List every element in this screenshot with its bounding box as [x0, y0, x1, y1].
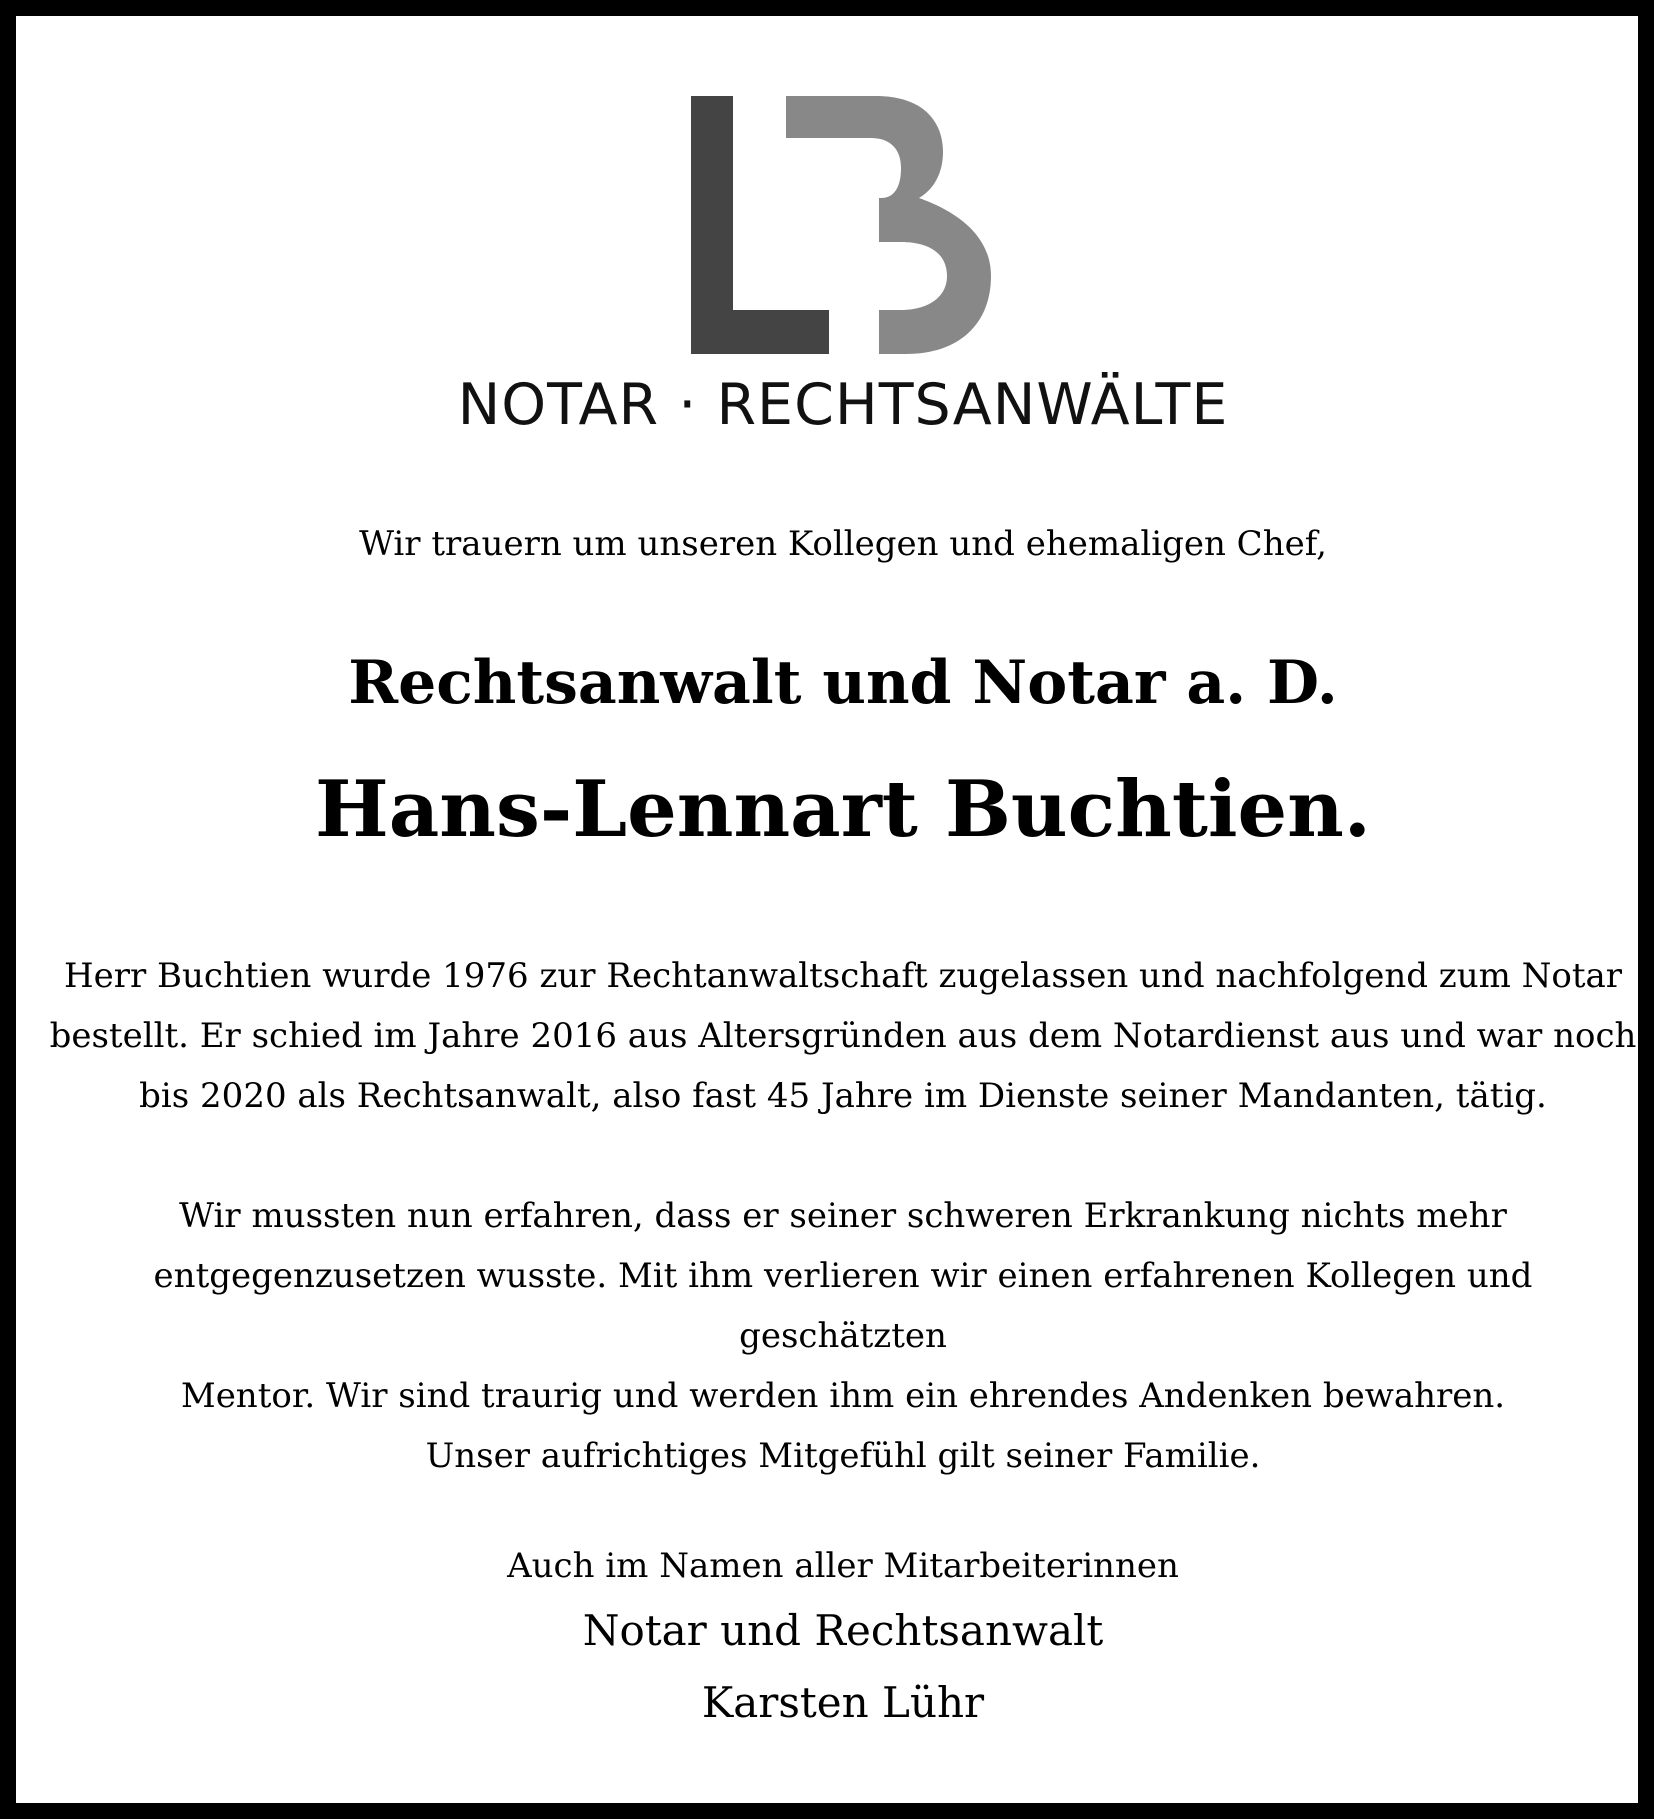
intro-text: Wir trauern um unseren Kollegen und ehemaligen Chef, — [359, 524, 1327, 564]
signer-name: Karsten Lühr — [701, 1678, 985, 1727]
lb-logo — [691, 96, 991, 354]
firm-name: NOTAR · RECHTSANWÄLTE — [457, 372, 1229, 438]
signer-title: Notar und Rechtsanwalt — [582, 1606, 1104, 1655]
paragraph-condolence — [46, 1186, 1640, 1426]
paragraph-line: Herr Buchtien wurde 1976 zur Rechtanwaltschaft zugelassen und nachfolgend zum Notar — [63, 956, 1623, 996]
paragraph-career — [46, 946, 1640, 1126]
paragraph-line: entgegenzusetzen wusste. Mit ihm verlieren wir einen erfahrenen Kollegen und geschätzten — [153, 1256, 1533, 1356]
deceased-title: Rechtsanwalt und Notar a. D. — [348, 648, 1338, 718]
paragraph-family: Unser aufrichtiges Mitgefühl gilt seiner Familie. — [425, 1436, 1261, 1476]
paragraph-line: Mentor. Wir sind traurig und werden ihm ein ehrendes Andenken bewahren. — [180, 1376, 1506, 1416]
deceased-name: Hans-Lennart Buchtien. — [315, 764, 1371, 855]
closing-text: Auch im Namen aller Mitarbeiterinnen — [507, 1546, 1179, 1586]
paragraph-line: Wir mussten nun erfahren, dass er seiner schweren Erkrankung nichts mehr — [179, 1196, 1507, 1236]
paragraph-line: bestellt. Er schied im Jahre 2016 aus Altersgründen aus dem Notardienst aus und war noch — [49, 1016, 1637, 1056]
paragraph-line: bis 2020 als Rechtsanwalt, also fast 45 Jahre im Dienste seiner Mandanten, tätig. — [139, 1076, 1547, 1116]
